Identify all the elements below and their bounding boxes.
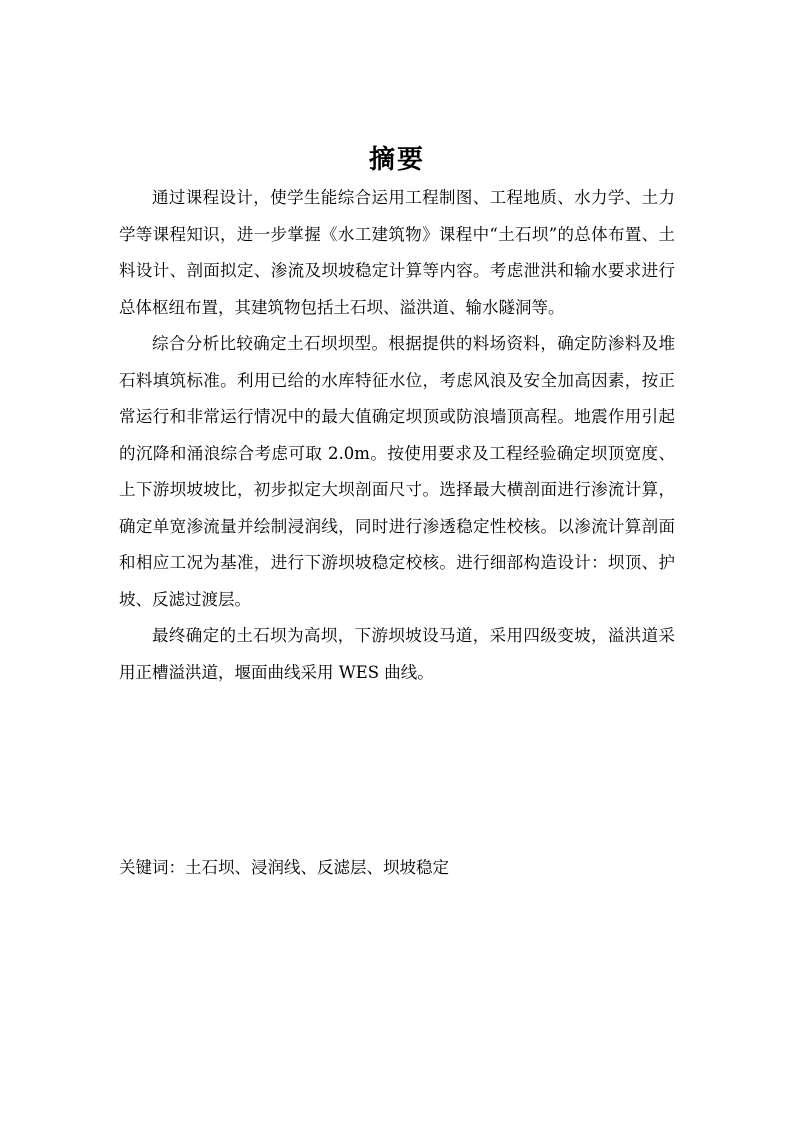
abstract-title: 摘要 bbox=[368, 145, 425, 175]
keywords-line: 关键词：土石坝、浸润线、反滤层、坝坡稳定 bbox=[119, 858, 449, 877]
abstract-paragraph-2: 综合分析比较确定土石坝坝型。根据提供的料场资料，确定防渗料及堆石料填筑标准。利用已给的水库特征水位，考虑风浪及安全加高因素，按正常运行和非常运行情况中的最大值确定坝顶或防浪墙顶高程。地震作用引起的沉降和涌浪综合考虑可取 2.0m。按使用要求及工程经验确定坝顶宽度、上下游坝坡坡比，初步拟定大坝剖面尺寸。选择最大横剖面进行渗流计算，确定单宽渗流量并绘制浸润线，同时进行渗透稳定性校核。以渗流计算剖面和相应工况为基准，进行下游坝坡稳定校核。进行细部构造设计：坝顶、护坡、反滤过渡层。 bbox=[119, 334, 675, 609]
abstract-paragraph-3: 最终确定的土石坝为高坝，下游坝坡设马道，采用四级变坡，溢洪道采用正槽溢洪道，堰面曲线采用 WES 曲线。 bbox=[119, 626, 675, 682]
abstract-body bbox=[119, 180, 675, 691]
abstract-paragraph-1: 通过课程设计，使学生能综合运用工程制图、工程地质、水力学、土力学等课程知识，进一步掌握《水工建筑物》课程中“土石坝”的总体布置、土料设计、剖面拟定、渗流及坝坡稳定计算等内容。考虑泄洪和输水要求进行总体枢纽布置，其建筑物包括土石坝、溢洪道、输水隧洞等。 bbox=[119, 188, 675, 317]
